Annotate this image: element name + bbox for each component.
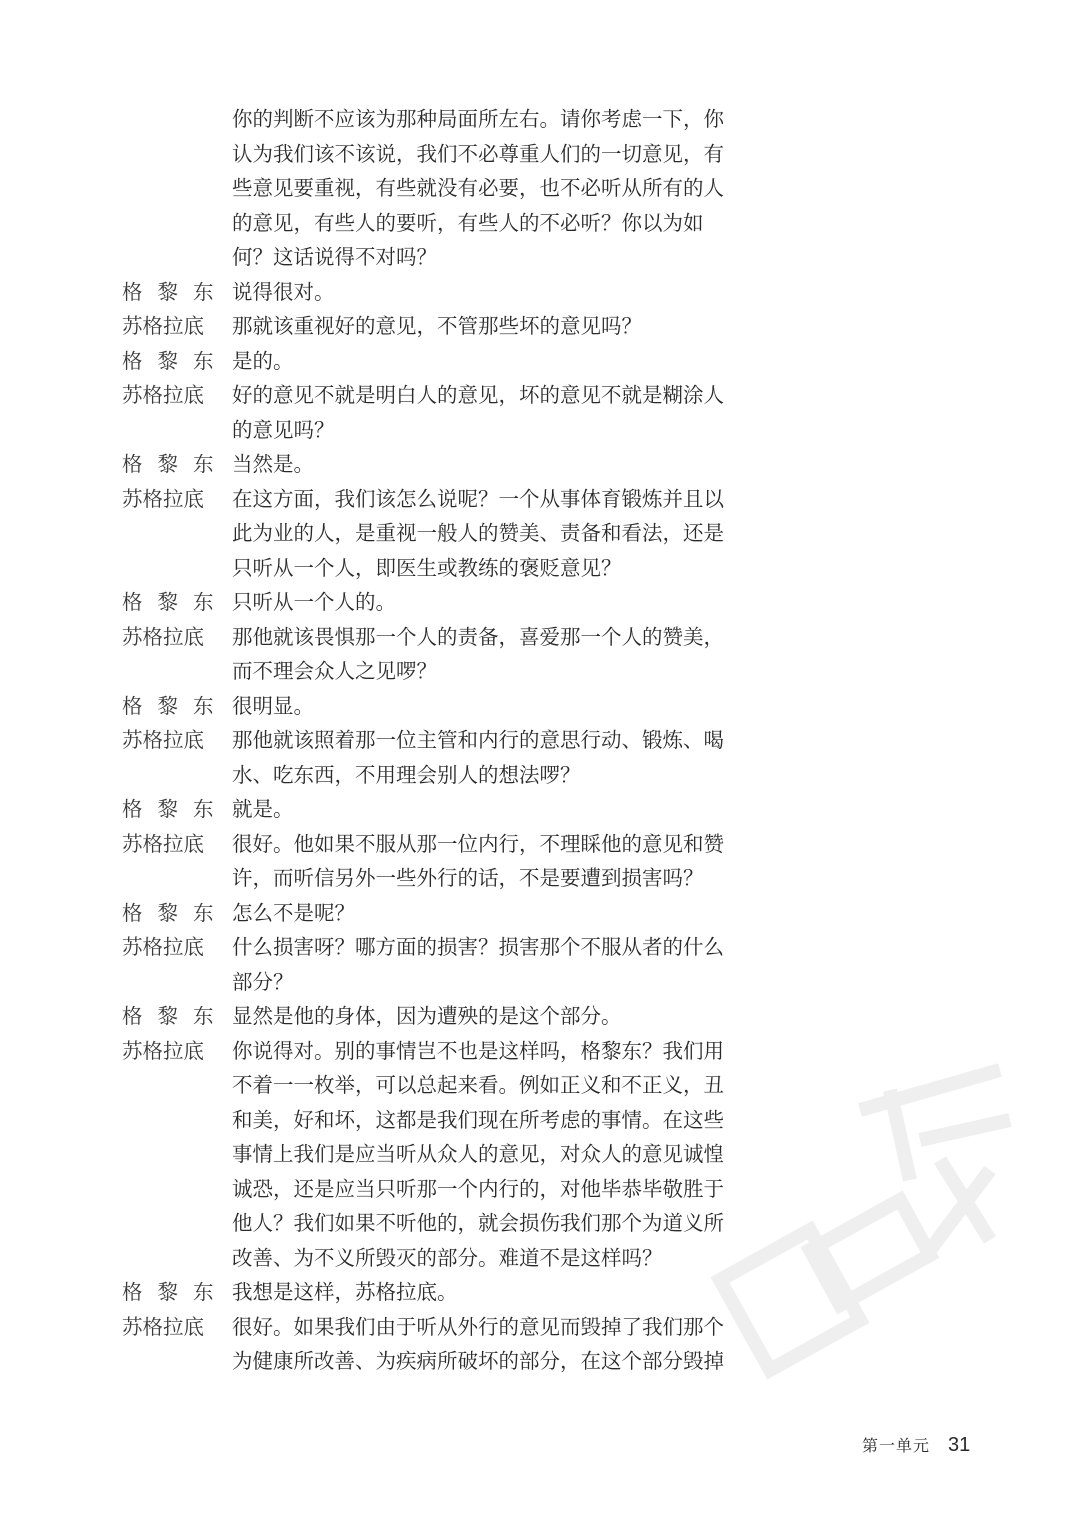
speaker-name: 格黎东	[122, 1280, 229, 1304]
page-number: 31	[948, 1434, 971, 1456]
speaker-name: 苏格拉底	[122, 1314, 204, 1339]
watermark-stroke-mark	[860, 1070, 1010, 1250]
speaker-name: 苏格拉底	[122, 314, 204, 338]
speech-line: 怎么不是呢？	[232, 900, 355, 925]
dialogue-turn	[122, 275, 762, 310]
dialogue-turn	[122, 620, 762, 689]
speech-line: 水、吃东西，不用理会别人的想法啰？	[232, 762, 581, 787]
speech-line: 为健康所改善、为疾病所破坏的部分，在这个部分毁掉	[232, 1349, 724, 1373]
speech-line: 那就该重视好的意见，不管那些坏的意见吗？	[232, 314, 642, 338]
speech-text	[232, 482, 762, 586]
speech-text	[232, 309, 762, 344]
dialogue-turn	[122, 309, 762, 344]
dialogue-turn	[122, 689, 762, 724]
dialogue-turn	[122, 1310, 762, 1379]
speech-line: 在这方面，我们该怎么说呢？一个从事体育锻炼并且以	[232, 486, 724, 511]
speech-text	[232, 827, 762, 896]
speech-text	[232, 275, 762, 310]
speaker-name: 格黎东	[122, 1004, 229, 1028]
speech-line: 好的意见不就是明白人的意见，坏的意见不就是糊涂人	[232, 383, 724, 407]
speech-line: 很好。他如果不服从那一位内行，不理睬他的意见和赞	[232, 831, 724, 856]
speech-text	[232, 723, 762, 792]
speech-line: 他人？我们如果不听他的，就会损伤我们那个为道义所	[232, 1211, 724, 1235]
dialogue-turn	[122, 896, 762, 931]
dialogue-turn	[122, 1034, 762, 1276]
speech-line: 我想是这样，苏格拉底。	[232, 1280, 458, 1304]
dialogue-turn	[122, 482, 762, 586]
speech-line: 那他就该照着那一位主管和内行的意思行动、锻炼、喝	[232, 728, 724, 752]
speech-line: 的意见吗？	[232, 417, 335, 442]
speech-text	[232, 1310, 762, 1379]
speech-line: 是的。	[232, 348, 294, 373]
speech-line: 那他就该畏惧那一个人的责备，喜爱那一个人的赞美，	[232, 624, 724, 649]
speech-line: 和美，好和坏，这都是我们现在所考虑的事情。在这些	[232, 1107, 724, 1132]
speech-line: 认为我们该不该说，我们不必尊重人们的一切意见，有	[232, 141, 724, 166]
speech-line: 此为业的人，是重视一般人的赞美、责备和看法，还是	[232, 521, 724, 545]
speech-text	[232, 344, 762, 379]
dialogue-turn	[122, 378, 762, 447]
speech-line: 部分？	[232, 969, 294, 994]
speech-line: 显然是他的身体，因为遭殃的是这个部分。	[232, 1004, 622, 1028]
speech-text	[232, 620, 762, 689]
speech-text	[232, 1034, 762, 1276]
speech-line: 很好。如果我们由于听从外行的意见而毁掉了我们那个	[232, 1314, 724, 1339]
speech-line: 不着一一枚举，可以总起来看。例如正义和不正义，丑	[232, 1073, 724, 1097]
unit-label: 第一单元	[862, 1436, 931, 1455]
speech-text	[232, 102, 762, 275]
speech-line: 什么损害呀？哪方面的损害？损害那个不服从者的什么	[232, 935, 724, 959]
speaker-name: 格黎东	[122, 452, 229, 476]
dialogue	[122, 102, 762, 1379]
speech-text	[232, 792, 762, 827]
speaker-name: 苏格拉底	[122, 831, 204, 856]
speech-line: 只听从一个人的。	[232, 590, 396, 614]
speaker-name: 格黎东	[122, 797, 229, 821]
speaker-name: 格黎东	[122, 348, 229, 373]
speaker-name: 苏格拉底	[122, 1038, 204, 1063]
speech-line: 何？这话说得不对吗？	[232, 245, 437, 269]
speech-line: 事情上我们是应当听从众人的意见，对众人的意见诚惶	[232, 1142, 724, 1166]
speech-text	[232, 896, 762, 931]
dialogue-turn	[122, 1275, 762, 1310]
dialogue-turn	[122, 585, 762, 620]
speech-text	[232, 585, 762, 620]
speaker-name: 格黎东	[122, 590, 229, 614]
speech-line: 你说得对。别的事情岂不也是这样吗，格黎东？我们用	[232, 1038, 724, 1063]
dialogue-turn	[122, 447, 762, 482]
dialogue-turn	[122, 344, 762, 379]
page-footer	[862, 1433, 970, 1457]
speech-line: 诚恐，还是应当只听那一个内行的，对他毕恭毕敬胜于	[232, 1176, 724, 1201]
speech-line: 你的判断不应该为那种局面所左右。请你考虑一下，你	[232, 107, 724, 131]
speech-text	[232, 447, 762, 482]
dialogue-turn	[122, 930, 762, 999]
speech-line: 就是。	[232, 797, 294, 821]
speech-line: 改善、为不义所毁灭的部分。难道不是这样吗？	[232, 1245, 663, 1270]
speech-text	[232, 1275, 762, 1310]
dialogue-turn	[122, 827, 762, 896]
speaker-name: 格黎东	[122, 693, 229, 718]
speaker-name: 苏格拉底	[122, 383, 204, 407]
speech-line: 的意见，有些人的要听，有些人的不必听？你以为如	[232, 210, 704, 235]
speaker-name: 格黎东	[122, 279, 229, 304]
speech-line: 许，而听信另外一些外行的话，不是要遭到损害吗？	[232, 866, 704, 890]
speech-line: 些意见要重视，有些就没有必要，也不必听从所有的人	[232, 176, 724, 200]
speech-line: 说得很对。	[232, 279, 335, 304]
speaker-name: 苏格拉底	[122, 624, 204, 649]
speech-line: 而不理会众人之见啰？	[232, 659, 437, 683]
dialogue-turn	[122, 723, 762, 792]
speech-text	[232, 378, 762, 447]
speech-text	[232, 689, 762, 724]
speech-line: 只听从一个人，即医生或教练的褒贬意见？	[232, 555, 622, 580]
speech-line: 很明显。	[232, 693, 314, 718]
speaker-name: 格黎东	[122, 900, 229, 925]
speaker-name: 苏格拉底	[122, 935, 204, 959]
dialogue-turn	[122, 999, 762, 1034]
dialogue-turn	[122, 102, 762, 275]
speaker-name: 苏格拉底	[122, 486, 204, 511]
speech-line: 当然是。	[232, 452, 314, 476]
speech-text	[232, 930, 762, 999]
speaker-name: 苏格拉底	[122, 728, 204, 752]
watermark-square-mark	[810, 1200, 930, 1305]
speech-text	[232, 999, 762, 1034]
dialogue-turn	[122, 792, 762, 827]
